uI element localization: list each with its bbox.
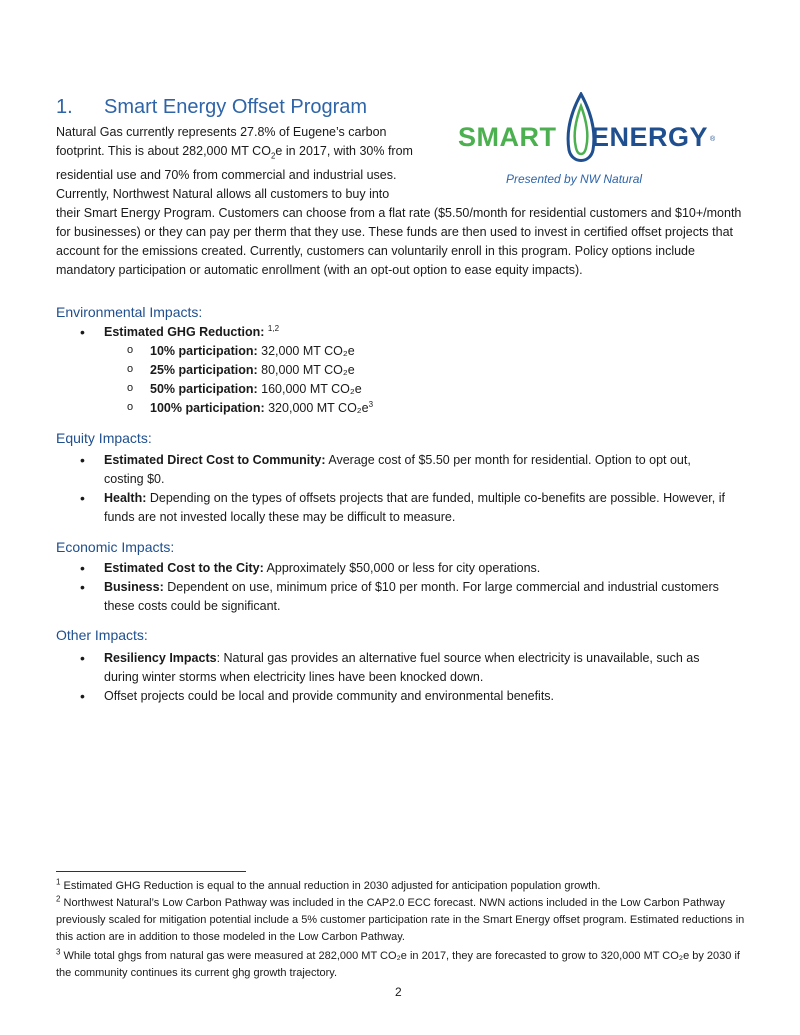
economic-item-label: Estimated Cost to the City: <box>104 561 264 575</box>
footnote-1 <box>56 878 756 895</box>
logo-tagline: Presented by NW Natural <box>506 172 643 186</box>
footnote-2 <box>56 895 756 946</box>
participation-label: 100% participation: <box>150 401 265 415</box>
other-list <box>80 649 730 706</box>
economic-item <box>80 559 730 578</box>
section-title-text: Smart Energy Offset Program <box>104 96 368 118</box>
equity-item-text: Average cost of $5.50 per month for residential. Option to opt out, costing $0. <box>104 453 691 486</box>
participation-item <box>127 361 627 380</box>
other-heading: Other Impacts: <box>56 627 148 643</box>
participation-item <box>127 342 627 361</box>
equity-item-label: Estimated Direct Cost to Community: <box>104 453 326 467</box>
intro-line-3: residential use and 70% from commercial and industrial uses. <box>56 167 397 182</box>
intro-line-4: Currently, Northwest Natural allows all customers to buy into <box>56 186 390 201</box>
participation-label: 50% participation: <box>150 382 258 396</box>
environmental-list <box>80 323 730 342</box>
other-item <box>80 649 730 687</box>
economic-list <box>80 559 730 616</box>
economic-item-label: Business: <box>104 580 164 594</box>
economic-item <box>80 578 730 616</box>
intro-paragraph <box>56 123 746 280</box>
participation-label: 10% participation: <box>150 344 258 358</box>
participation-value: 80,000 MT CO₂e <box>261 363 355 377</box>
equity-list <box>80 451 730 527</box>
economic-item-text: Approximately $50,000 or less for city operations. <box>263 561 541 575</box>
participation-item <box>127 380 627 399</box>
environmental-heading: Environmental Impacts: <box>56 304 203 320</box>
logo-registered-mark: ® <box>710 136 716 143</box>
participation-label: 25% participation: <box>150 363 258 377</box>
participation-list <box>127 342 627 418</box>
intro-rest: their Smart Energy Program. Customers can choose from a flat rate ($5.50/month for residential customers and $10+/month for businesses) or they can pay per therm that they use. These funds are then used to invest in certified offset projects that account for the emissions created. Currently, customers can voluntarily enroll in this program. Policy options include mandatory participation or automatic enrollment (with an opt-out option to ease equity impacts). <box>56 205 742 277</box>
ghg-footnote-refs: 1,2 <box>267 323 280 333</box>
footnote-number: 3 <box>56 947 61 957</box>
footnote-text: Estimated GHG Reduction is equal to the annual reduction in 2030 adjusted for anticipation population growth. <box>63 880 601 892</box>
intro-line-1: Natural Gas currently represents 27.8% of Eugene’s carbon <box>56 125 387 139</box>
other-item-label: Resiliency Impacts <box>104 651 217 665</box>
page-number: 2 <box>395 985 402 999</box>
logo-smart-word: SMART <box>458 122 557 152</box>
footnote-text: Northwest Natural’s Low Carbon Pathway was included in the CAP2.0 ECC forecast. NWN actions included in the Low Carbon Pathway previously scaled for mitigation potential include a 5% customer participation rate in the Smart Energy offset program. Estimated reductions in this action are in addition to those modeled in the Low Carbon Pathway. <box>56 897 745 943</box>
economic-item-text: Dependent on use, minimum price of $10 per month. For large commercial and industrial customers these costs could be significant. <box>104 580 719 613</box>
other-item-text: : Natural gas provides an alternative fuel source when electricity is unavailable, such as during winter storms when electricity lines have been knocked down. <box>104 651 700 684</box>
participation-value: 320,000 MT CO₂e <box>268 401 369 415</box>
section-title <box>56 96 367 119</box>
equity-item <box>80 489 730 527</box>
participation-value: 32,000 MT CO₂e <box>261 344 355 358</box>
footnote-divider <box>56 871 246 872</box>
equity-item-label: Health: <box>104 491 147 505</box>
ghg-reduction-label: Estimated GHG Reduction: <box>104 325 265 339</box>
other-item-text: Offset projects could be local and provide community and environmental benefits. <box>104 689 555 703</box>
footnote-number: 1 <box>56 877 61 887</box>
logo-energy-word: ENERGY <box>591 122 709 152</box>
ghg-reduction-item <box>80 323 730 342</box>
section-number: 1. <box>56 96 73 118</box>
footnote-3 <box>56 948 756 982</box>
participation-value: 160,000 MT CO₂e <box>261 382 362 396</box>
footnote-text: While total ghgs from natural gas were measured at 282,000 MT CO₂e in 2017, they are forecasted to grow to 320,000 MT CO₂e by 2030 if the community continues its current ghg growth trajectory. <box>56 950 740 979</box>
participation-item <box>127 399 627 418</box>
economic-heading: Economic Impacts: <box>56 539 175 555</box>
equity-heading: Equity Impacts: <box>56 430 152 446</box>
intro-line-2a: footprint. This is about 282,000 MT CO <box>56 144 271 158</box>
intro-line-2b: e in 2017, with 30% from <box>275 144 413 158</box>
footnote-number: 2 <box>56 894 61 904</box>
equity-item-text: Depending on the types of offsets projects that are funded, multiple co-benefits are possible. However, if funds are not invested locally these may be difficult to measure. <box>104 491 725 524</box>
equity-item <box>80 451 730 489</box>
footnote-ref: 3 <box>368 399 374 409</box>
intro-line-2: footprint. This is about 282,000 MT $CO_2e$ in 2017, with 30% from <box>56 144 413 161</box>
other-item <box>80 687 730 706</box>
